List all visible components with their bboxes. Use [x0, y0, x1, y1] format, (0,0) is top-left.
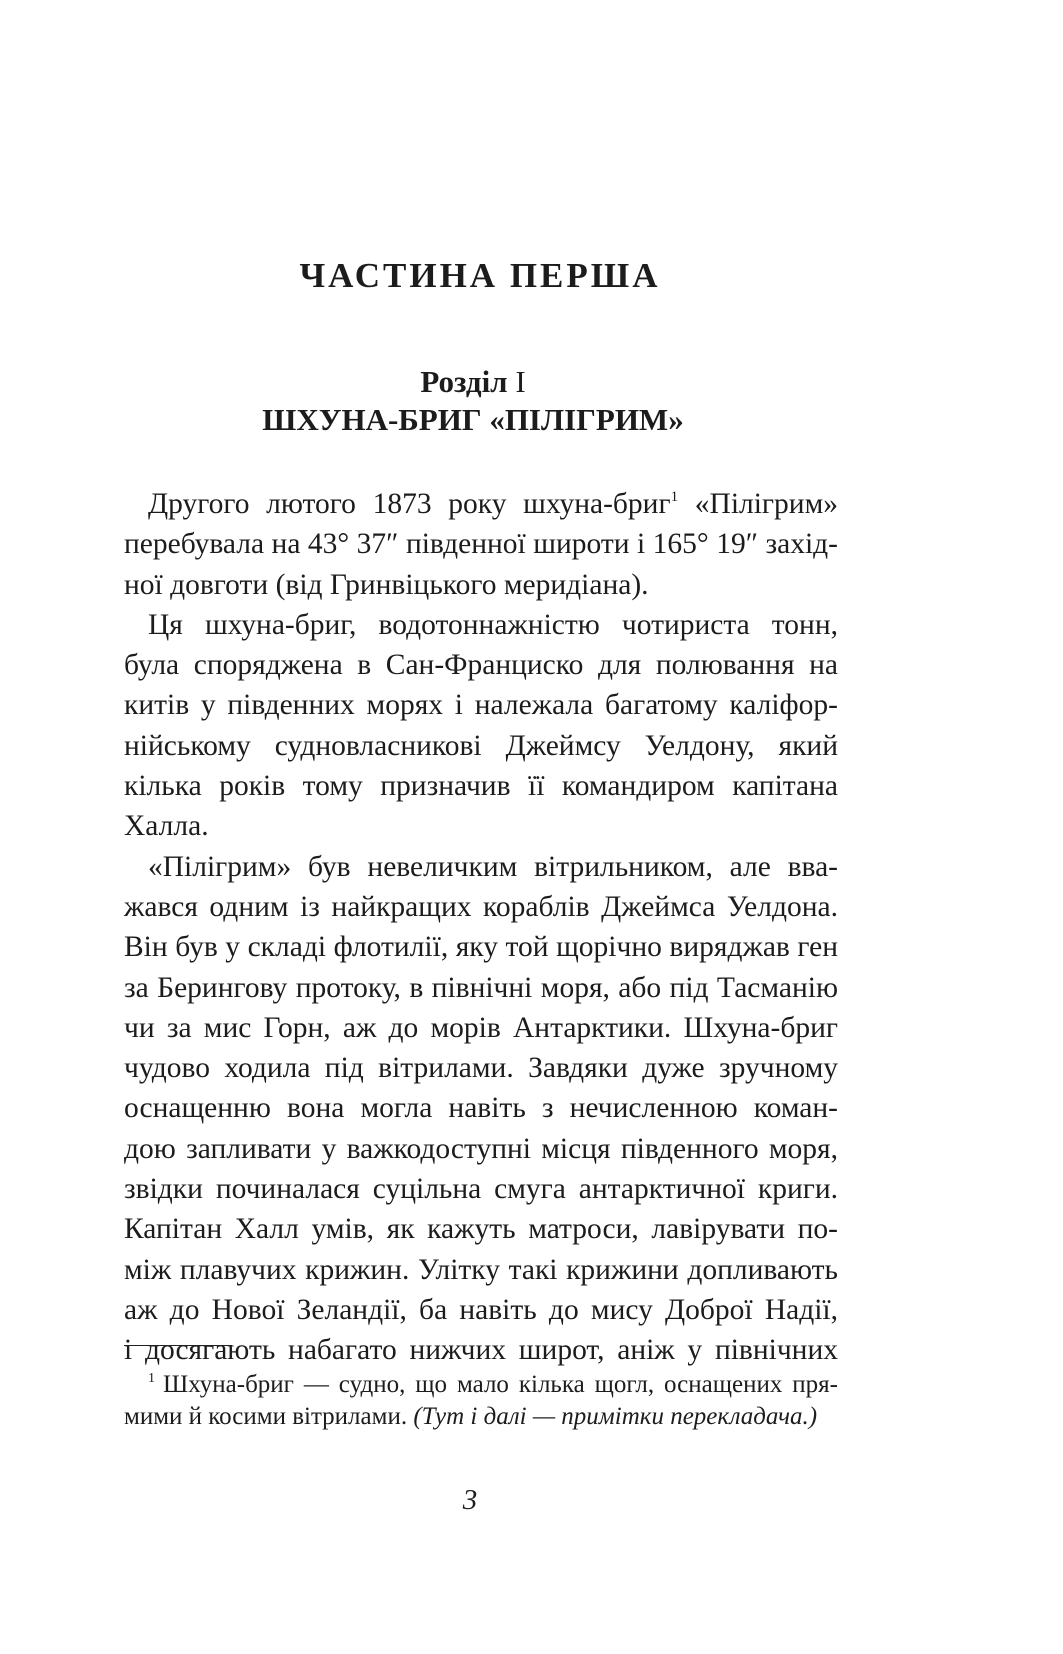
body-line: чудово ходила під вітрилами. Завдяки дуже зручному	[124, 1052, 838, 1085]
body-line: Другого лютого 1873 року шхуна-бриг$^1$ «Пілігрим»	[148, 488, 838, 520]
footnote-mark: 1	[148, 1371, 155, 1386]
body-line: була споряджена в Сан-Франциско для полювання на	[124, 649, 838, 682]
body-line: ної довготи (від Гринвіцького меридіана).	[124, 568, 649, 601]
body-line: чи за мис Горн, аж до морів Антарктики. Шхуна-бриг	[124, 1011, 838, 1044]
part-title: ЧАСТИНА ПЕРША	[299, 256, 661, 295]
body-line: «Пілігрим» був невеличким вітрильником, але вва-	[148, 850, 838, 883]
body-line: між плавучих крижин. Улітку такі крижини допливають	[124, 1253, 838, 1286]
body-line: аж до Нової Зеландії, ба навіть до мису Доброї Надії,	[124, 1293, 838, 1326]
chapter-title: ШХУНА-БРИГ «ПІЛІГРИМ»	[262, 402, 684, 437]
translator-note: (Тут і далі — примітки перекладача.)	[413, 1403, 818, 1430]
footnote-line: мими й косими вітрилами. (Тут і далі — примітки перекладача.)	[124, 1403, 818, 1430]
body-line: Халла.	[124, 810, 209, 843]
page-number: 3	[462, 1484, 478, 1516]
footnotes	[124, 1369, 838, 1433]
body-line: жався одним із найкращих кораблів Джеймса Уелдона.	[124, 890, 838, 923]
body-line: Капітан Халл умів, як кажуть матроси, лавірувати по-	[124, 1213, 838, 1246]
body-line: звідки починалася суцільна смуга антарктичної криги.	[124, 1173, 838, 1206]
body-line: і досягають набагато нижчих широт, аніж у північних	[124, 1334, 838, 1367]
body-line: за Берингову протоку, в північні моря, або під Тасманію	[124, 971, 838, 1004]
chapter-number: I	[515, 364, 526, 399]
body-line: нійському судновласникові Джеймсу Уелдону, який	[124, 729, 838, 762]
chapter-label	[0, 364, 946, 400]
body-line: дою запливати у важкодоступні місця південного моря,	[124, 1132, 838, 1165]
body-line: оснащенню вона могла навіть з нечисленною коман-	[124, 1092, 838, 1125]
body-line: китів у південних морях і належала багатому каліфор-	[124, 689, 838, 722]
chapter-label-word: Розділ	[420, 364, 508, 399]
footnote-reference[interactable]: 1	[670, 489, 679, 505]
footnote-line: $^1$ Шхуна-бриг — судно, що мало кілька щогл, оснащених пря-	[148, 1371, 838, 1398]
body-line: кілька років тому призначив її командиром капітана	[124, 770, 838, 803]
body-line: Ця шхуна-бриг, водотоннажністю чотириста тонн,	[148, 608, 838, 641]
body-line: Він був у складі флотилії, яку той щорічно виряджав ген	[124, 931, 838, 964]
footnote-divider	[124, 1345, 232, 1346]
body-line: перебувала на 43° 37″ південної широти і 165° 19″ захід‑	[124, 528, 838, 561]
body-text	[124, 484, 838, 1371]
